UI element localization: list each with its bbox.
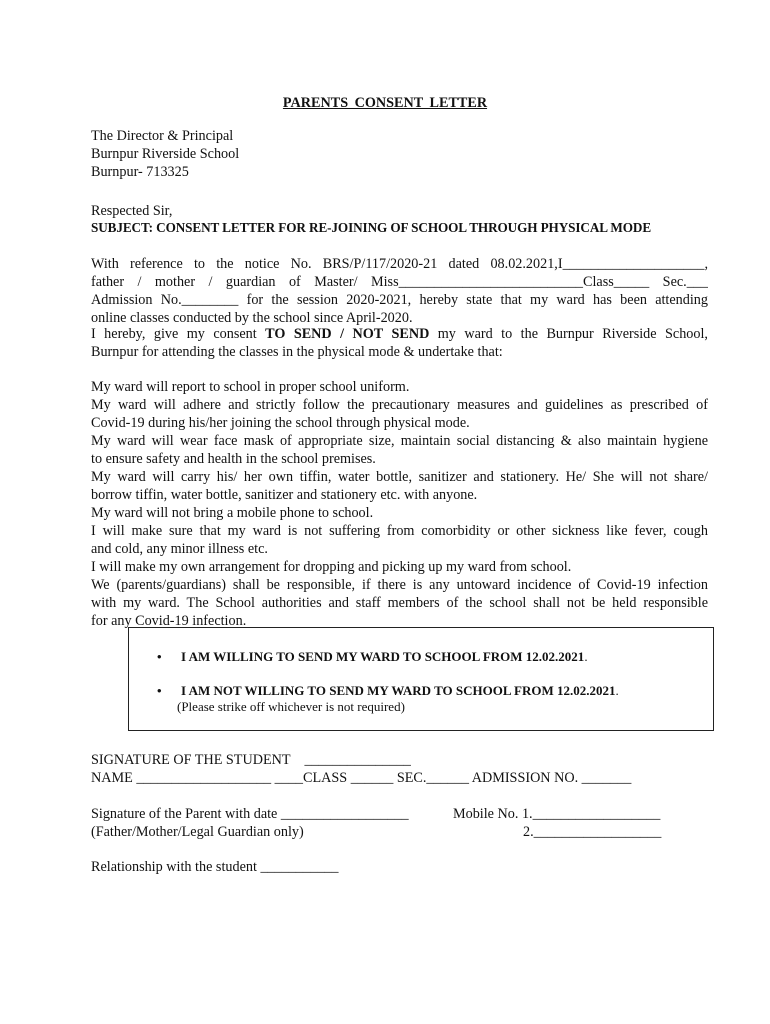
- relationship-field[interactable]: Relationship with the student ___________: [91, 859, 339, 875]
- option-willing[interactable]: [157, 648, 588, 666]
- consent-pre: I hereby, give my consent: [91, 326, 266, 342]
- mobile-number-1-field[interactable]: Mobile No. 1.__________________: [453, 806, 661, 822]
- undertakings-list: [91, 378, 708, 630]
- address-line: Burnpur- 713325: [91, 164, 189, 180]
- undertaking-line: My ward will wear face mask of appropriate size, maintain social distancing & also maintain hygiene: [91, 433, 708, 449]
- mobile-number-2-field[interactable]: 2.__________________: [523, 824, 662, 840]
- paragraph-reference: [91, 255, 708, 327]
- undertaking-line: borrow tiffin, water bottle, sanitizer and stationery etc. with anyone.: [91, 487, 478, 503]
- student-signature-field[interactable]: SIGNATURE OF THE STUDENT _______________: [91, 752, 411, 768]
- undertaking-line: My ward will not bring a mobile phone to school.: [91, 505, 374, 521]
- undertaking-line: and cold, any minor illness etc.: [91, 541, 268, 557]
- option-willing-text: I AM WILLING TO SEND MY WARD TO SCHOOL FROM 12.02.2021: [181, 649, 585, 664]
- option-period: .: [584, 649, 588, 664]
- undertaking-line: Covid-19 during his/her joining the school through physical mode.: [91, 415, 470, 431]
- undertaking-line: I will make sure that my ward is not suffering from comorbidity or other sickness like fever, cough: [91, 523, 708, 539]
- consent-line-2: Burnpur for attending the classes in the physical mode & undertake that:: [91, 344, 503, 360]
- option-period: .: [615, 683, 619, 698]
- undertaking-line: My ward will adhere and strictly follow the precautionary measures and guidelines as prescribed of: [91, 397, 708, 413]
- undertaking-line: to ensure safety and health in the school premises.: [91, 451, 376, 467]
- option-not-willing-text: I AM NOT WILLING TO SEND MY WARD TO SCHOOL FROM 12.02.2021: [181, 683, 616, 698]
- consent-choice: TO SEND / NOT SEND: [265, 326, 430, 342]
- recipient-address: [91, 127, 239, 181]
- subject-line: SUBJECT: CONSENT LETTER FOR RE-JOINING OF SCHOOL THROUGH PHYSICAL MODE: [91, 220, 652, 235]
- undertaking-line: I will make my own arrangement for dropping and picking up my ward from school.: [91, 559, 572, 575]
- address-line: The Director & Principal: [91, 128, 234, 144]
- undertaking-line: My ward will carry his/ her own tiffin, water bottle, sanitizer and stationery. He/ She will not share/: [91, 469, 708, 485]
- address-line: Burnpur Riverside School: [91, 146, 240, 162]
- strike-off-note: (Please strike off whichever is not required): [177, 699, 405, 714]
- paragraph-line: Admission No.________ for the session 2020-2021, hereby state that my ward has been attending: [91, 292, 708, 308]
- parent-signature-field[interactable]: Signature of the Parent with date __________________: [91, 806, 409, 822]
- parent-signature-caption: (Father/Mother/Legal Guardian only): [91, 824, 304, 840]
- willingness-box: [128, 627, 714, 731]
- undertaking-line: My ward will report to school in proper school uniform.: [91, 379, 410, 395]
- page-title: PARENTS CONSENT LETTER: [282, 95, 488, 111]
- paragraph-consent: [91, 325, 708, 361]
- undertaking-line: with my ward. The School authorities and staff members of the school shall not be held responsible: [91, 595, 708, 611]
- consent-post: my ward to the Burnpur Riverside School,: [429, 326, 708, 342]
- bullet-icon: •: [157, 683, 162, 698]
- student-details-fields[interactable]: NAME ___________________ ____CLASS ______ SEC.______ ADMISSION NO. _______: [91, 770, 632, 786]
- salutation: Respected Sir,: [91, 203, 173, 219]
- paragraph-line: father / mother / guardian of Master/ Miss__________________________Class_____ Sec.___: [91, 274, 708, 290]
- paragraph-line: online classes conducted by the school since April-2020.: [91, 310, 413, 326]
- undertaking-line: for any Covid-19 infection.: [91, 613, 247, 629]
- paragraph-line: With reference to the notice No. BRS/P/117/2020-21 dated 08.02.2021,I____________________,: [91, 256, 708, 272]
- undertaking-line: We (parents/guardians) shall be responsible, if there is any untoward incidence of Covid-19 infection: [91, 577, 708, 593]
- bullet-icon: •: [157, 649, 162, 664]
- consent-line: [91, 325, 708, 343]
